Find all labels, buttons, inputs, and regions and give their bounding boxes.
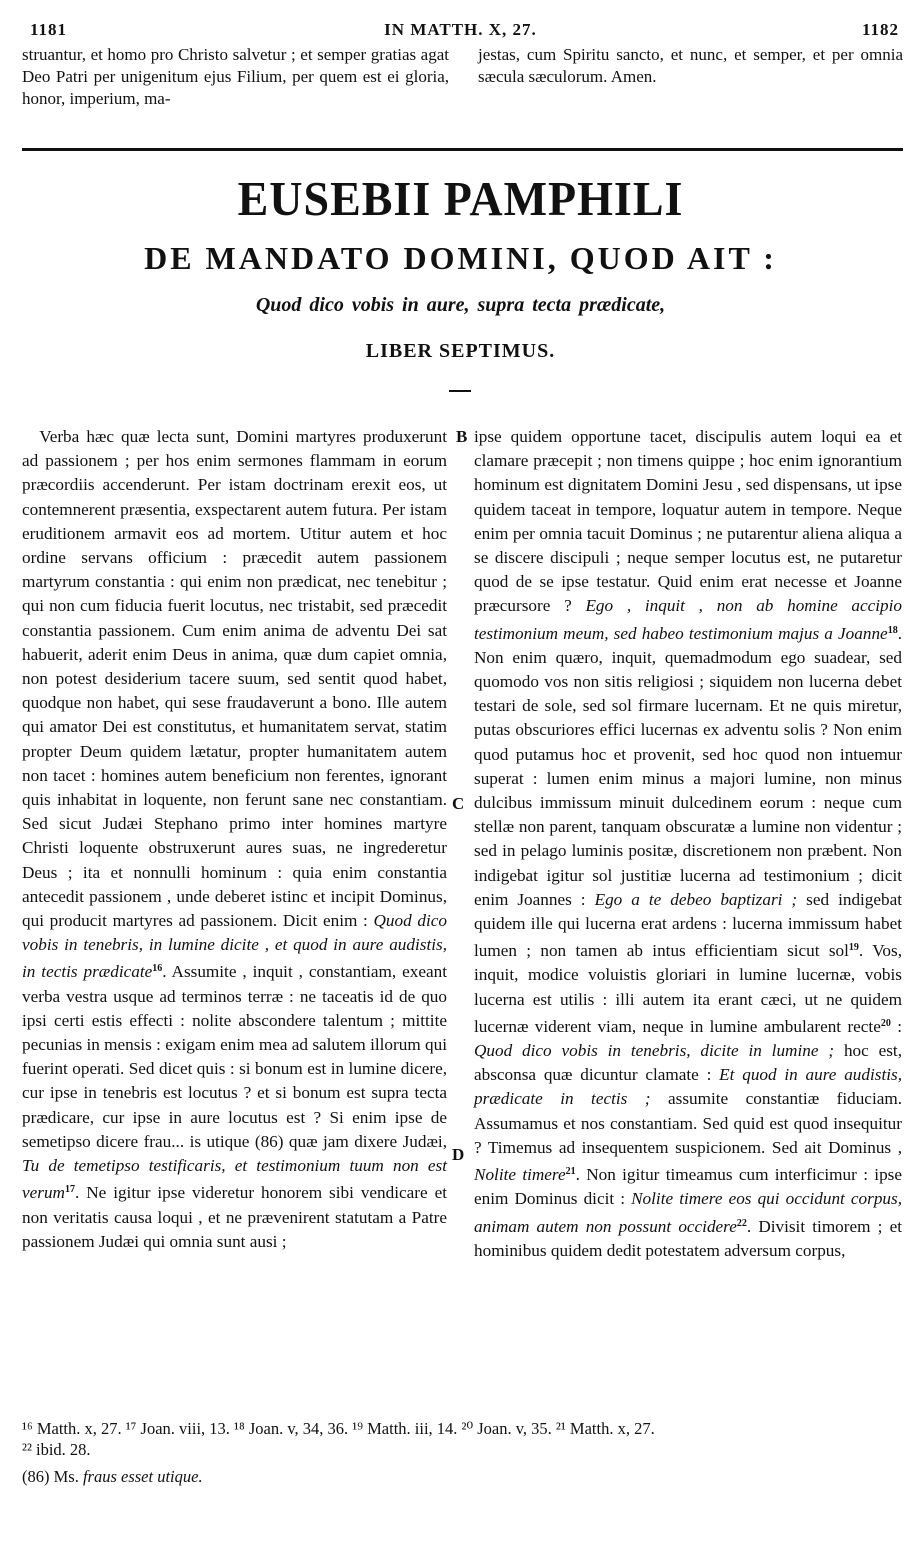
editor-note: (86) Ms. fraus esset utique. (22, 1467, 203, 1486)
margin-marker-d: D (452, 1145, 465, 1164)
work-subtitle: DE MANDATO DOMINI, QUOD AIT : (144, 240, 777, 276)
title-dash (449, 390, 471, 392)
footnote-ref: 22 (736, 1217, 747, 1229)
footnote-line: ¹⁶ Matth. x, 27. ¹⁷ Joan. viii, 13. ¹⁸ Joan. v, 34, 36. ¹⁹ Matth. iii, 14. ²⁰ Joan. v, 35. ²¹ Matth. x, 27. (22, 1419, 655, 1438)
footnote-ref: 19 (848, 942, 859, 954)
footnote-ref: 17 (64, 1184, 75, 1196)
section-divider (22, 148, 903, 151)
column-number-left: 1181 (30, 20, 68, 39)
work-quote: Quod dico vobis in aure, supra tecta prædicate, (255, 294, 666, 316)
top-text-left: struantur, et homo pro Christo salvetur ; et semper gratias agat Deo Patri per unigenitum ejus Filium, per quem est ei gloria, honor, imperium, ma- (22, 45, 449, 108)
footnote-ref: 18 (887, 624, 898, 636)
footnote-ref: 21 (565, 1166, 576, 1178)
paragraph: ipse quidem opportune tacet, discipulis autem loqui ea et clamare præcepit ; non timens quippe ; hoc enim ignorantium hominum est dignitatem Domini Jesu , sed dispensans, ut ipse quidem taceat in tempore, loquatur autem in tempore. Neque enim per omnia tacuit Dominus ; ne putarentur aliena aliqua a se discere discipuli ; neque semper locutus est, ne putaretur quod de se ipse testatur. Quid enim erat necesse et Joanne præcursore ? Ego , inquit , non ab homine accipio testimonium meum, sed habeo testimonium majus a Joanne$^{18}$. Non enim quæro, inquit, quemadmodum ego suadear, sed quomodo vos non sitis religiosi ; siquidem non lucerna debet testari de sole, sed sol firmare lucernam. Et ne quis miretur, putas obscuriores effici lucernas ex adventu solis ? Non enim quod putamus hoc et provenit, sed hoc quod non intuemur superat : lumen enim minus a majori lumine, non minus dulcibus immissum minuit dulcedinem eorum : neque cum stellæ non parent, tanquam obscuratæ a lumine non videntur ; sed in pelago luminis positæ, discretionem non præbent. Non indigebat igitur sol justitiæ lucerna ad testimonium ; dicit enim Joannes : Ego a te debeo baptizari ; sed indigebat quidem ille qui lucerna erat ardens : lucerna immissum habet lumen ; non tamen ab intus efficientiam sicut sol$^{19}$. Vos, inquit, modice voluistis gloriari in lumine lucernæ, vobis lucerna est utilis : illi autem ita erant cæci, ut ne quidem lucernæ viderent viam, neque in lumine ambularent recte$^{20}$ : Quod dico vobis in tenebris, dicite in lumine ; hoc est, absconsa quæ dicuntur clamate : Et quod in aure audistis, prædicate in tectis ; assumite constantiæ fiduciam. Assumamus et nos constantiam. Sed quid est quod insequitur ? Timemus ad insequentem suspicionem. Sed ait Dominus , Nolite timere$^{21}$. Non igitur timeamus cum interficimur : ipse enim Dominus dicit : Nolite timere eos qui occidunt corpus, animam autem non possunt occidere$^{22}$. Divisit timorem ; et hominibus quidem dedit potestatem adversum corpus, (474, 427, 903, 1260)
footnote-line: ²² ibid. 28. (22, 1440, 91, 1459)
margin-marker-b: B (456, 427, 468, 446)
running-head: IN MATTH. X, 27. (384, 20, 537, 39)
work-author-title: EUSEBII PAMPHILI (237, 171, 684, 226)
footnotes (22, 1418, 903, 1460)
top-text-right: jestas, cum Spiritu sancto, et nunc, et semper, et per omnia sæcula sæculorum. Amen. (478, 45, 903, 86)
margin-marker-c: C (452, 794, 465, 813)
paragraph: Verba hæc quæ lecta sunt, Domini martyres produxerunt ad passionem ; per hos enim sermones flammam in eorum præcordiis accenderunt. Per istam doctrinam erexit eos, ut contemnerent præsentia, exspectarent autem futura. Per istam eruditionem armavit eos ad mortem. Utitur autem et hoc ordine servans officium : præcedit autem passionem martyrum constantia : qui enim non prædicat, nec tenebitur ; qui non cum fiducia fuerit locutus, nec tristabit, sed præcedit constantia passionem. Cum enim anima de adventu Dei sat habuerit, aderit enim Deus in anima, quæ dum capiet omnia, non potest desiderium tacere suum, sed sentit quod habet, quodque non habet, qui sese fraudaverunt a bono. Ille autem qui amator Dei est constitutus, et humanitatem servat, statim propter Deum quidem lætatur, propter humanitatem autem non tacet : homines autem beneficium non ferentes, ignorant quis inhabitat in loquente, non ferunt sane nec constantiam. Sed sicut Judæi Stephano primo inter homines martyre Christi loquente obstruxerunt aures suas, ne ingrederetur Deus ; ita et nonnulli hominum : quia enim constantia antecedit passionem , unde deberet istinc et incipit Dominus, qui producit martyres ad passionem. Dicit enim : Quod dico vobis in tenebris, in lumine dicite , et quod in aure audistis, in tectis prædicate$^{16}$. Assumite , inquit , constantiam, exeant verba vestra usque ad terminos terræ : ne taceatis id de quo ipsi certi estis effecti : nolite abscondere talentum ; mittite pecunias in mensis : exigam enim mea ad salutem illorum qui fuerint operati. Sed dicet quis : si bonum est in lumine dicere, cur ipse in tenebris est locutus ? et si bonum est supra tecta prædicare, cur ipse in aure locutus est ? Si enim ipse de semetipso dicere frau... is utique (86) quæ jam dixere Judæi, Tu de temetipso testificaris, et testimonium tuum non est verum$^{17}$. Ne igitur ipse videretur honorem sibi vendicare et non veritatis causa loqui , et ne prævenirent statutam a Patre passionem Judæi qui omnia sunt ausi ; (22, 427, 447, 1251)
column-number-right: 1182 (861, 20, 899, 39)
body-column-left (22, 425, 447, 1254)
book-number: LIBER SEPTIMUS. (365, 340, 556, 362)
footnote-ref: 20 (880, 1017, 891, 1029)
body-column-right (474, 425, 902, 1263)
footnote-ref: 16 (152, 963, 163, 975)
